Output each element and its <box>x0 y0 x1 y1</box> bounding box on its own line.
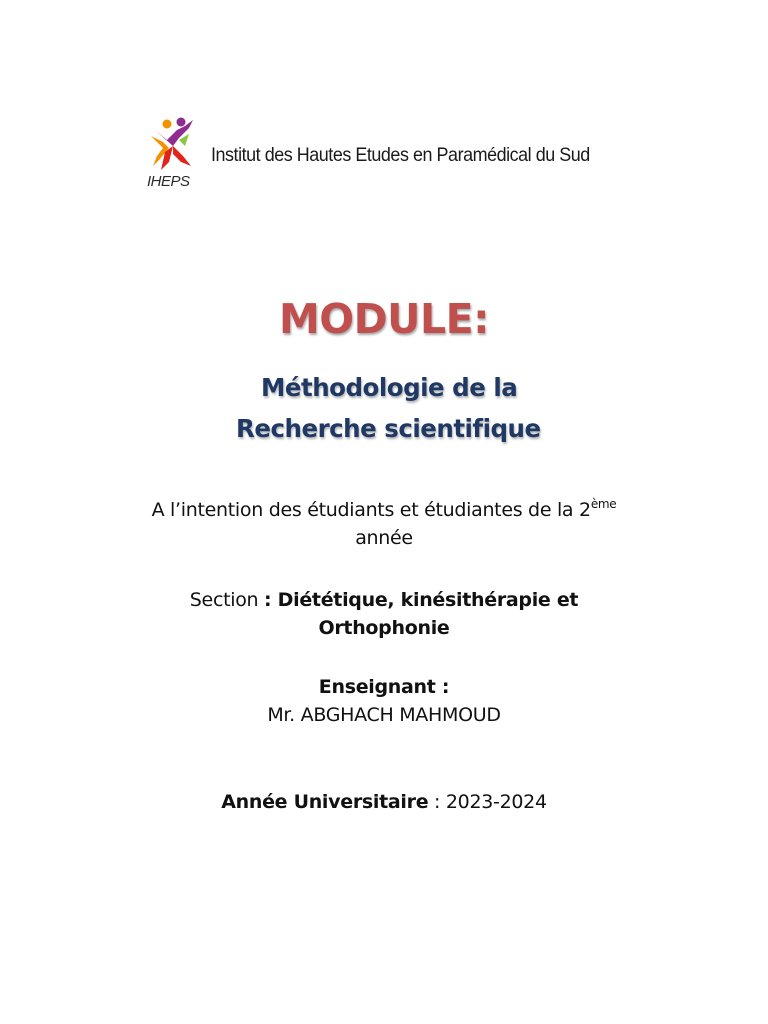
iheps-logo <box>145 116 209 190</box>
section-label: Section <box>189 589 259 611</box>
audience-line-1 <box>0 496 768 524</box>
audience-text: A l’intention des étudiants et étudiantes de la 2 <box>151 499 591 521</box>
academic-year-value: 2023-2024 <box>445 791 547 813</box>
academic-year-label: Année Universitaire <box>221 791 429 813</box>
academic-year-separator: : <box>428 791 446 813</box>
audience-statement <box>0 496 768 552</box>
page-header <box>145 116 625 192</box>
teacher-info <box>0 673 768 729</box>
section-line-1 <box>0 586 768 614</box>
audience-line-2: année <box>355 527 413 549</box>
academic-year <box>0 788 768 816</box>
module-subtitle-line-1: Méthodologie de la <box>261 373 518 402</box>
section-value-continued: Orthophonie <box>318 617 450 639</box>
section-info <box>0 586 768 642</box>
teacher-name: Mr. ABGHACH MAHMOUD <box>267 704 501 726</box>
module-subtitle <box>236 367 576 449</box>
audience-ordinal-suffix: ème <box>590 497 617 511</box>
logo-text: IHEPS <box>147 173 190 190</box>
module-title: MODULE: <box>278 295 489 343</box>
section-line-2 <box>0 614 768 642</box>
teacher-label-text: Enseignant : <box>318 676 450 698</box>
section-value: : Diététique, kinésithérapie et <box>264 589 579 611</box>
institute-name: Institut des Hautes Etudes en Paramédical du Sud <box>211 144 590 166</box>
teacher-label <box>0 673 768 701</box>
module-subtitle-line-2: Recherche scientifique <box>236 414 541 443</box>
